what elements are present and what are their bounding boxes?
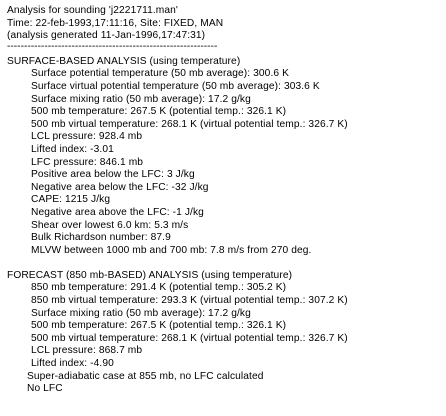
forecast-line: 500 mb virtual temperature: 268.1 K (virtual potential temp.: 326.7 K) [31, 332, 348, 344]
surface-line: 500 mb temperature: 267.5 K (potential temp.: 326.1 K) [31, 106, 287, 118]
surface-line: Surface potential temperature (50 mb average): 300.6 K [31, 68, 289, 80]
forecast-line: 850 mb virtual temperature: 293.3 K (virtual potential temp.: 307.2 K) [31, 295, 348, 307]
surface-line: CAPE: 1215 J/kg [31, 194, 111, 206]
surface-line: Bulk Richardson number: 87.9 [31, 232, 171, 244]
forecast-line: LCL pressure: 868.7 mb [31, 345, 143, 357]
surface-line: MLVW between 1000 mb and 700 mb: 7.8 m/s from 270 deg. [31, 244, 312, 256]
forecast-line: 500 mb temperature: 267.5 K (potential temp.: 326.1 K) [31, 320, 287, 332]
surface-line: Lifted index: -3.01 [31, 143, 114, 155]
forecast-notes [7, 371, 443, 396]
surface-line: Negative area below the LFC: -32 J/kg [31, 181, 209, 193]
report-generated-date: (analysis generated 11-Jan-1996,17:47:31) [7, 30, 206, 42]
surface-line: Surface virtual potential temperature (50 mb average): 303.6 K [31, 80, 320, 92]
surface-line: Positive area below the LFC: 3 J/kg [31, 169, 195, 181]
surface-line: Shear over lowest 6.0 km: 5.3 m/s [31, 219, 189, 231]
sounding-analysis-report [7, 5, 443, 396]
surface-line: LCL pressure: 928.4 mb [31, 131, 143, 143]
surface-analysis-heading: SURFACE-BASED ANALYSIS (using temperature) [7, 55, 241, 67]
report-title: Analysis for sounding 'j2221711.man' [7, 5, 178, 16]
report-time-site: Time: 22-feb-1993,17:11:16, Site: FIXED, MAN [7, 17, 224, 29]
header-separator: -------------------------------------------------------------- [7, 42, 218, 50]
forecast-line: Lifted index: -4.90 [31, 358, 114, 370]
forecast-note-no-lfc: No LFC [27, 383, 63, 395]
forecast-line: Surface mixing ratio (50 mb average): 17.2 g/kg [31, 307, 251, 319]
forecast-line: 850 mb temperature: 291.4 K (potential temp.: 305.2 K) [31, 282, 287, 294]
surface-line: LFC pressure: 846.1 mb [31, 156, 144, 168]
surface-line: Surface mixing ratio (50 mb average): 17.2 g/kg [31, 93, 251, 105]
forecast-analysis-list [7, 282, 443, 370]
forecast-analysis-heading: FORECAST (850 mb-BASED) ANALYSIS (using temperature) [7, 269, 293, 281]
surface-line: 500 mb virtual temperature: 268.1 K (virtual potential temp.: 326.7 K) [31, 118, 348, 130]
surface-line: Negative area above the LFC: -1 J/kg [31, 206, 204, 218]
surface-analysis-list [7, 68, 443, 257]
forecast-note-super-adiabatic: Super-adiabatic case at 855 mb, no LFC calculated [27, 370, 264, 382]
